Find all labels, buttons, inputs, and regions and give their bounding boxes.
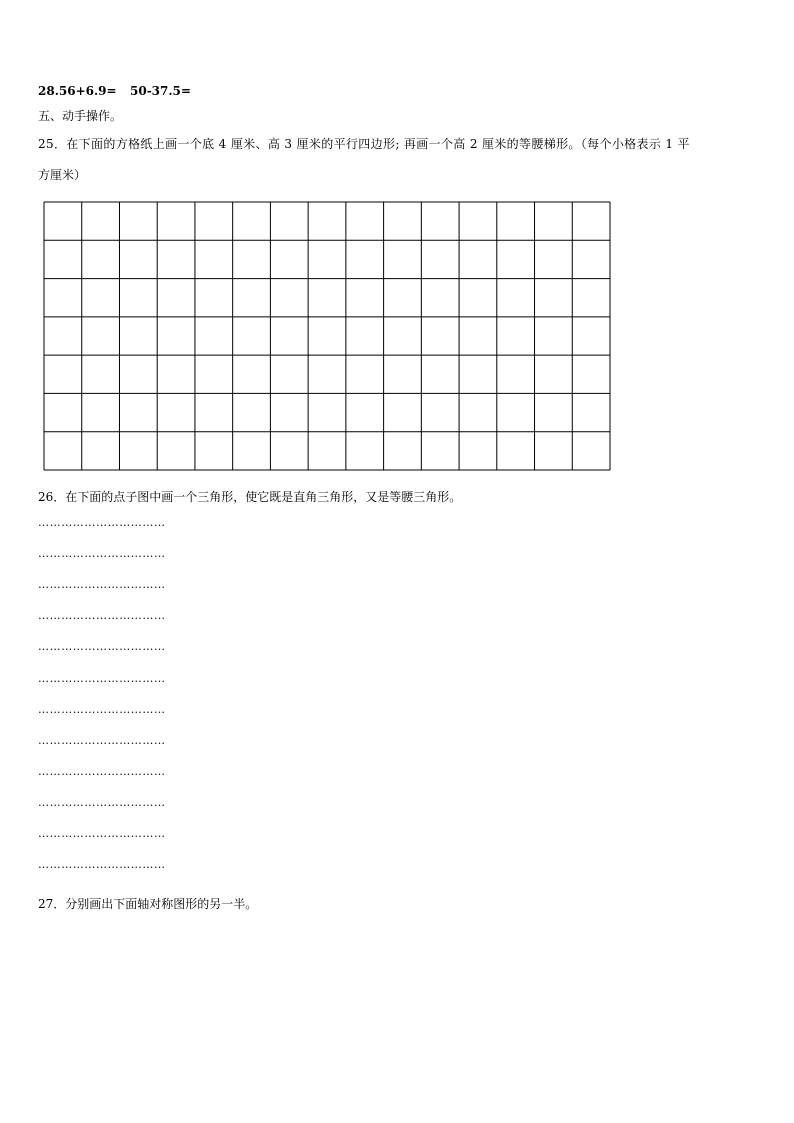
dot-row: …………………………… [38, 547, 166, 561]
dot-row: …………………………… [38, 671, 166, 685]
dot-row: …………………………… [38, 827, 166, 840]
dot-row: …………………………… [38, 858, 166, 872]
question-26-text: 26．在下面的点子图中画一个三角形，使它既是直角三角形，又是等腰三角形。 [38, 490, 462, 504]
dot-row: …………………………… [38, 702, 166, 716]
dot-row: …………………………… [38, 733, 166, 747]
dot-row: …………………………… [38, 516, 166, 529]
dot-row: …………………………… [38, 795, 166, 809]
section-heading: 五、动手操作。 [38, 109, 123, 123]
question-27-text: 27．分别画出下面轴对称图形的另一半。 [38, 897, 258, 911]
dot-row: …………………………… [38, 764, 166, 778]
dot-row: …………………………… [38, 609, 166, 623]
question-25-text: 25．在下面的方格纸上画一个底 4 厘米、高 3 厘米的平行四边形; 再画一个高 2 厘米的等腰梯形。（每个小格表示 1 平 [38, 137, 690, 151]
question-25-text-continued: 方厘米） [38, 168, 87, 182]
square-grid-paper[interactable] [43, 201, 613, 472]
dot-row: …………………………… [38, 578, 166, 592]
dot-row: …………………………… [38, 640, 166, 654]
calc-expression-2: 50-37.5= [130, 84, 191, 98]
calc-expression-1: 28.56+6.9= [38, 84, 117, 98]
